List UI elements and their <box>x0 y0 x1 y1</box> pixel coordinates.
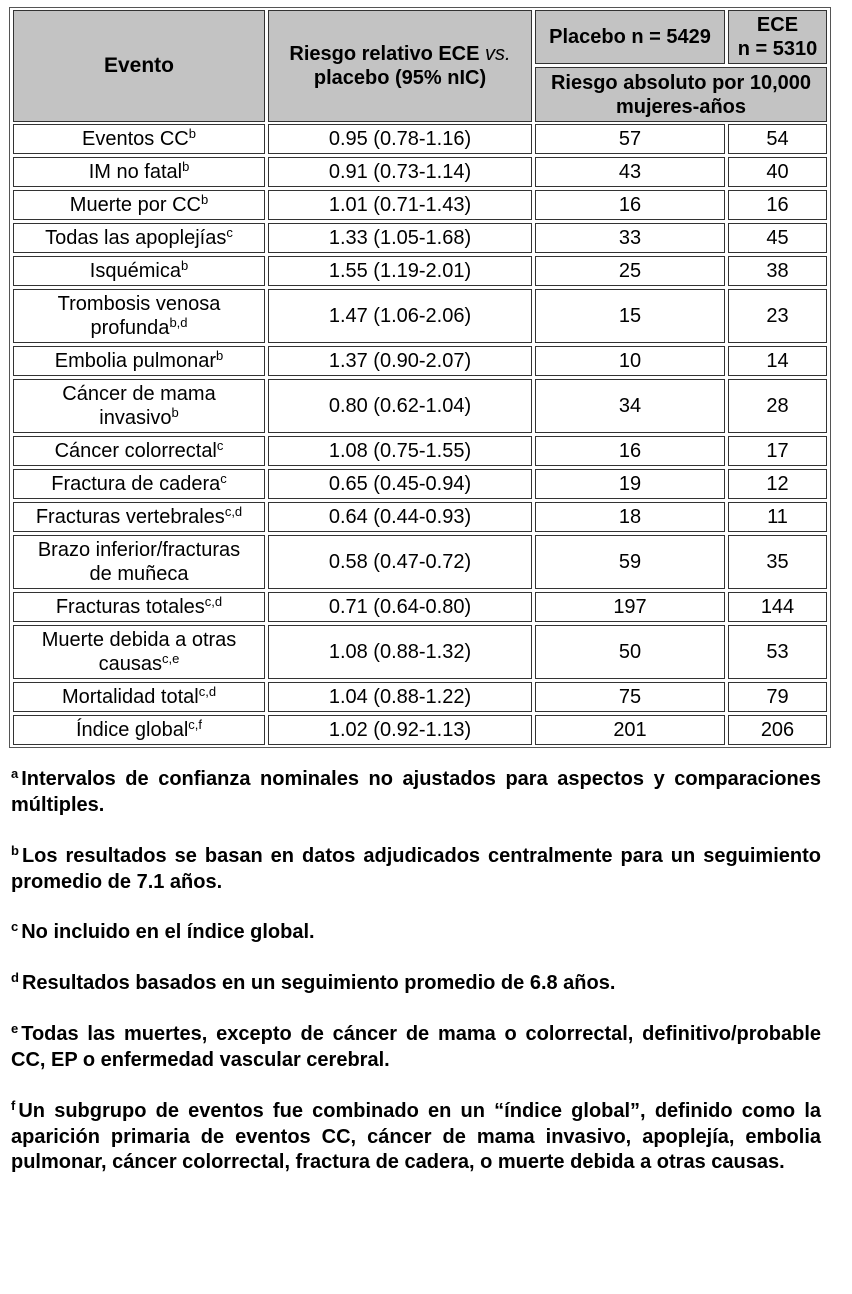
table-cell-event <box>13 379 265 433</box>
header-placebo <box>535 10 725 64</box>
header-relative-risk <box>268 10 532 122</box>
cell-text: 34 <box>618 395 642 417</box>
table-cell-placebo <box>535 535 725 589</box>
table-cell-ece <box>728 502 827 532</box>
cell-text: Fracturas totales <box>55 596 205 618</box>
cell-text: Cáncer de mama invasivo <box>62 383 216 429</box>
cell-text: 18 <box>618 506 642 528</box>
cell-text: Muerte debida a otras causas <box>41 629 237 675</box>
table-cell-placebo <box>535 715 725 745</box>
table-cell-event <box>13 190 265 220</box>
table-cell-event <box>13 346 265 376</box>
table-cell-rr <box>268 535 532 589</box>
footnote-marker: c,d <box>224 504 243 519</box>
cell-text: 11 <box>767 506 788 528</box>
footnote-d <box>11 971 821 997</box>
cell-text: 54 <box>766 128 789 150</box>
cell-text: 19 <box>618 473 642 495</box>
cell-text: 28 <box>766 395 789 417</box>
header-rr-main: Riesgo relativo ECE <box>289 43 486 65</box>
header-ece-line1: ECE <box>756 14 799 36</box>
cell-text: 0.95 (0.78-1.16) <box>328 128 472 150</box>
footnote-marker: b,d <box>169 315 188 330</box>
table-cell-ece <box>728 190 827 220</box>
cell-text: 38 <box>766 260 789 282</box>
cell-text: 16 <box>618 440 642 462</box>
footnote-marker: c,d <box>198 684 217 699</box>
footnote-marker: c <box>220 471 227 486</box>
cell-text: 10 <box>618 350 642 372</box>
table-cell-rr <box>268 625 532 679</box>
footnote-mark: a <box>11 766 19 781</box>
table-cell-ece <box>728 436 827 466</box>
cell-text: Trombosis venosa profunda <box>57 293 221 339</box>
footnote-mark: e <box>11 1021 19 1036</box>
table-cell-placebo <box>535 223 725 253</box>
table-cell-placebo <box>535 190 725 220</box>
cell-text: 0.80 (0.62-1.04) <box>328 395 472 417</box>
header-rr-vs: vs. <box>485 43 511 65</box>
footnote-e <box>11 1022 821 1073</box>
footnote-mark: b <box>11 843 19 858</box>
table-cell-placebo <box>535 346 725 376</box>
table-cell-rr <box>268 592 532 622</box>
table-cell-ece <box>728 256 827 286</box>
table-cell-event <box>13 469 265 499</box>
table-cell-ece <box>728 346 827 376</box>
header-event <box>13 10 265 122</box>
table-cell-event <box>13 502 265 532</box>
cell-text: Embolia pulmonar <box>54 350 216 372</box>
table-cell-rr <box>268 379 532 433</box>
table-cell-ece <box>728 223 827 253</box>
footnote-marker: c,f <box>188 717 203 732</box>
footnote-text: Intervalos de confianza nominales no ajustados para aspectos y comparaciones múltiples. <box>11 768 821 816</box>
cell-text: 1.02 (0.92-1.13) <box>328 719 472 741</box>
footnote-marker: b <box>182 159 190 174</box>
footnote-marker: b <box>180 258 189 273</box>
header-ece-line2: n = 5310 <box>737 38 818 60</box>
cell-text: 1.08 (0.88-1.32) <box>328 641 472 663</box>
header-absolute-risk <box>535 67 827 122</box>
table-cell-placebo <box>535 124 725 154</box>
table-cell-ece <box>728 535 827 589</box>
table-cell-rr <box>268 289 532 343</box>
table-cell-ece <box>728 682 827 712</box>
footnote-marker: c <box>216 438 224 453</box>
table-cell-rr <box>268 502 532 532</box>
footnote-text: Los resultados se basan en datos adjudicados centralmente para un seguimiento promedio de 7.1 años. <box>11 845 821 893</box>
table-cell-event <box>13 124 265 154</box>
cell-text: 0.64 (0.44-0.93) <box>328 506 472 528</box>
cell-text: 14 <box>766 350 789 372</box>
footnote-a <box>11 767 821 818</box>
footnote-marker: b <box>215 348 224 363</box>
cell-text: Fractura de cadera <box>51 473 221 495</box>
table-cell-rr <box>268 157 532 187</box>
table-cell-rr <box>268 223 532 253</box>
table-cell-ece <box>728 157 827 187</box>
footnote-mark: f <box>11 1098 16 1113</box>
cell-text: Eventos CC <box>82 128 189 150</box>
cell-text: 0.71 (0.64-0.80) <box>328 596 472 618</box>
table-cell-rr <box>268 715 532 745</box>
cell-text: 23 <box>766 305 789 327</box>
footnote-text: Resultados basados en un seguimiento promedio de 6.8 años. <box>21 972 616 994</box>
footnote-text: Todas las muertes, excepto de cáncer de mama o colorrectal, definitivo/probable CC, EP o enfermedad vascular cerebral. <box>11 1023 821 1071</box>
footnote-f <box>11 1099 821 1176</box>
header-rr-sub: placebo (95% nIC) <box>313 67 487 89</box>
cell-text: 59 <box>618 551 642 573</box>
table-cell-event <box>13 256 265 286</box>
footnote-mark: d <box>11 970 19 985</box>
cell-text: Todas las apoplejías <box>45 227 227 249</box>
cell-text: 35 <box>766 551 789 573</box>
cell-text: Isquémica <box>89 260 181 282</box>
cell-text: 144 <box>760 596 795 618</box>
table-cell-event <box>13 535 265 589</box>
footnote-marker: c,d <box>204 594 223 609</box>
cell-text: 57 <box>618 128 642 150</box>
cell-text: Fracturas vertebrales <box>35 506 225 528</box>
cell-text: 0.58 (0.47-0.72) <box>328 551 472 573</box>
table-cell-ece <box>728 625 827 679</box>
table-cell-ece <box>728 289 827 343</box>
footnote-b <box>11 844 821 895</box>
header-event-label: Evento <box>103 54 174 77</box>
table-cell-placebo <box>535 436 725 466</box>
cell-text: 1.55 (1.19-2.01) <box>328 260 472 282</box>
cell-text: 1.33 (1.05-1.68) <box>328 227 472 249</box>
footnote-c <box>11 920 821 946</box>
footnote-mark: c <box>11 919 19 934</box>
cell-text: 206 <box>760 719 795 741</box>
footnote-marker: b <box>171 405 179 420</box>
cell-text: 75 <box>618 686 642 708</box>
table-cell-placebo <box>535 592 725 622</box>
cell-text: 16 <box>618 194 642 216</box>
table-cell-event <box>13 715 265 745</box>
cell-text: 0.91 (0.73-1.14) <box>328 161 472 183</box>
table-cell-placebo <box>535 379 725 433</box>
cell-text: Índice global <box>75 719 189 741</box>
cell-text: 1.04 (0.88-1.22) <box>328 686 472 708</box>
table-cell-ece <box>728 124 827 154</box>
cell-text: 1.47 (1.06-2.06) <box>328 305 472 327</box>
table-cell-placebo <box>535 256 725 286</box>
table-cell-ece <box>728 379 827 433</box>
cell-text: 0.65 (0.45-0.94) <box>328 473 472 495</box>
table-cell-placebo <box>535 682 725 712</box>
cell-text: Brazo inferior/fracturas de muñeca <box>37 539 241 585</box>
table-cell-event <box>13 289 265 343</box>
table-cell-event <box>13 436 265 466</box>
cell-text: 12 <box>766 473 789 495</box>
cell-text: 197 <box>613 596 647 618</box>
table-cell-rr <box>268 436 532 466</box>
header-ece <box>728 10 827 64</box>
cell-text: 1.37 (0.90-2.07) <box>328 350 472 372</box>
footnote-marker: b <box>188 126 196 141</box>
cell-text: 15 <box>618 305 642 327</box>
table-cell-rr <box>268 682 532 712</box>
table-cell-rr <box>268 469 532 499</box>
cell-text: 43 <box>618 161 642 183</box>
table-cell-placebo <box>535 289 725 343</box>
table-cell-event <box>13 682 265 712</box>
table-cell-placebo <box>535 469 725 499</box>
cell-text: 1.08 (0.75-1.55) <box>328 440 472 462</box>
table-cell-placebo <box>535 625 725 679</box>
cell-text: Mortalidad total <box>61 686 199 708</box>
cell-text: 50 <box>618 641 642 663</box>
footnote-marker: c,e <box>162 651 180 666</box>
cell-text: 201 <box>613 719 647 741</box>
table-cell-ece <box>728 469 827 499</box>
table-cell-placebo <box>535 157 725 187</box>
table-cell-rr <box>268 124 532 154</box>
table-cell-event <box>13 223 265 253</box>
table-cell-placebo <box>535 502 725 532</box>
table-cell-event <box>13 625 265 679</box>
header-placebo-label: Placebo n = 5429 <box>549 26 711 48</box>
cell-text: 16 <box>766 194 789 216</box>
cell-text: 25 <box>618 260 642 282</box>
cell-text: Muerte por CC <box>69 194 201 216</box>
cell-text: 33 <box>618 227 642 249</box>
table-cell-rr <box>268 346 532 376</box>
cell-text: 40 <box>766 161 789 183</box>
table-cell-ece <box>728 715 827 745</box>
cell-text: 45 <box>766 227 789 249</box>
cell-text: Cáncer colorrectal <box>54 440 217 462</box>
table-cell-rr <box>268 190 532 220</box>
cell-text: 79 <box>766 686 789 708</box>
cell-text: 17 <box>766 440 789 462</box>
cell-text: IM no fatal <box>88 161 183 183</box>
header-absolute-label: Riesgo absoluto por 10,000 mujeres-años <box>550 71 812 118</box>
table-cell-ece <box>728 592 827 622</box>
footnote-marker: b <box>200 192 209 207</box>
cell-text: 53 <box>766 641 789 663</box>
table-cell-rr <box>268 256 532 286</box>
footnote-marker: c <box>226 225 233 240</box>
table-cell-event <box>13 157 265 187</box>
table-cell-event <box>13 592 265 622</box>
cell-text: 1.01 (0.71-1.43) <box>328 194 472 216</box>
footnote-text: No incluido en el índice global. <box>21 921 315 943</box>
footnote-text: Un subgrupo de eventos fue combinado en un “índice global”, definido como la aparición primaria de eventos CC, cáncer de mama invasivo, apoplejía, embolia pulmonar, cáncer colorrectal, fractura de cadera, o muerte debida a otras causas. <box>11 1100 821 1173</box>
results-table <box>9 7 831 748</box>
